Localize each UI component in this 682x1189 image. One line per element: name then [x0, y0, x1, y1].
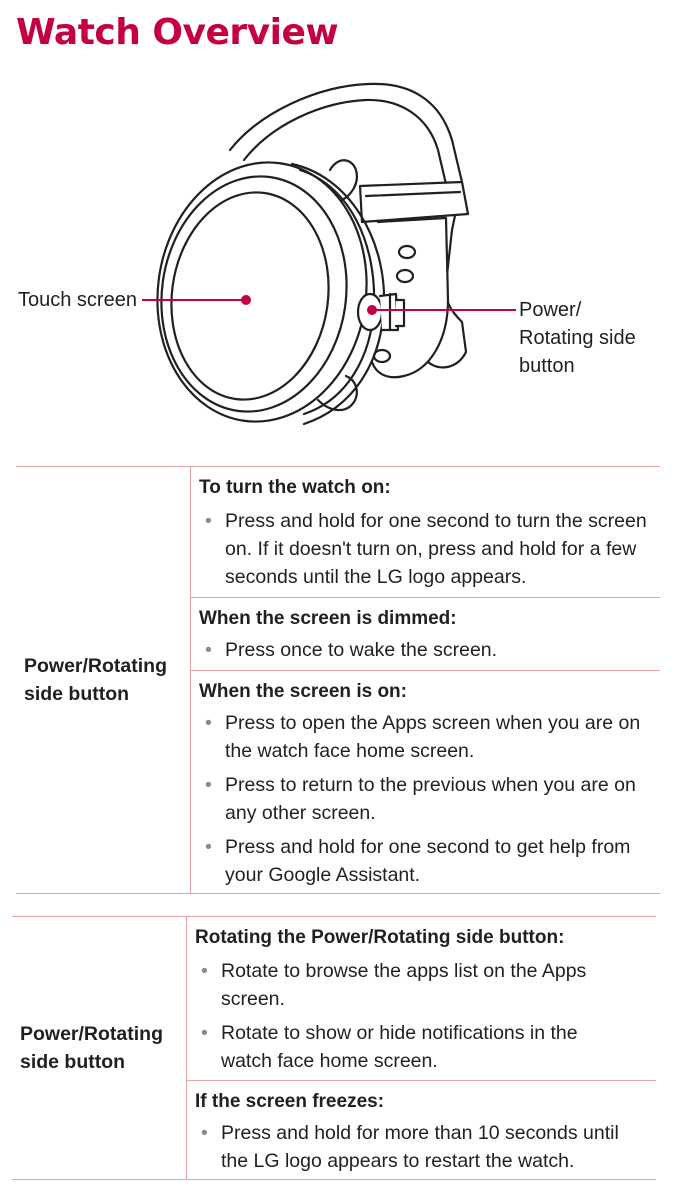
table-label-line: side button: [24, 683, 130, 705]
table-label-cell: [16, 467, 191, 893]
bullet-line: the LG logo appears to restart the watch.: [221, 1150, 575, 1172]
bullet-line: any other screen.: [225, 802, 376, 824]
bullet-line: seconds until the LG logo appears.: [225, 566, 527, 588]
bullet-line: Press and hold for one second to turn the screen: [225, 510, 647, 532]
bullet-line: Press to open the Apps screen when you are on: [225, 712, 641, 734]
table-section: [187, 917, 656, 1080]
table-label-cell: [12, 917, 187, 1179]
table-section: [191, 597, 660, 671]
bullet-line: Rotate to browse the apps list on the Apps: [221, 960, 587, 982]
bullet-line: Press to return to the previous when you are on: [225, 774, 636, 796]
section-heading: If the screen freezes:: [195, 1091, 385, 1112]
watch-illustration: [0, 70, 682, 450]
table-label-line: side button: [20, 1051, 126, 1073]
bullet-line: screen.: [221, 988, 285, 1010]
bullet-item: [199, 507, 650, 591]
bullet-line: Rotate to show or hide notifications in the: [221, 1022, 578, 1044]
section-heading: To turn the watch on:: [199, 477, 391, 498]
bullet-item: [195, 1019, 646, 1075]
table-section: [187, 1080, 656, 1180]
touch-screen-callout: Touch screen: [18, 289, 137, 311]
section-heading: Rotating the Power/Rotating side button:: [195, 927, 565, 948]
bullet-item: [199, 709, 650, 765]
section-heading: When the screen is dimmed:: [199, 608, 457, 629]
bullet-item: [195, 957, 646, 1013]
bullet-item: [195, 1119, 646, 1175]
table-section: [191, 670, 660, 894]
bullet-item: [199, 833, 650, 889]
bullet-line: the watch face home screen.: [225, 740, 475, 762]
callout-line: Power/: [519, 299, 582, 321]
bullet-item: [199, 636, 650, 664]
spec-table-rotating: [12, 916, 656, 1180]
table-section: [191, 467, 660, 597]
callout-line: button: [519, 355, 575, 377]
bullet-line: Press and hold for more than 10 seconds until: [221, 1122, 619, 1144]
section-heading: When the screen is on:: [199, 681, 407, 702]
spec-table-power-button: [16, 466, 660, 894]
bullet-line: watch face home screen.: [221, 1050, 438, 1072]
table-label-line: Power/Rotating: [24, 655, 168, 677]
bullet-line: Press and hold for one second to get help from: [225, 836, 631, 858]
table-label-line: Power/Rotating: [20, 1023, 164, 1045]
power-button-callout: [519, 296, 669, 380]
bullet-line: on. If it doesn't turn on, press and hold for a few: [225, 538, 637, 560]
bullet-line: your Google Assistant.: [225, 864, 421, 886]
bullet-line: Press once to wake the screen.: [225, 639, 498, 661]
bullet-item: [199, 771, 650, 827]
callout-line: Rotating side: [519, 327, 636, 349]
page-title: Watch Overview: [16, 12, 339, 53]
